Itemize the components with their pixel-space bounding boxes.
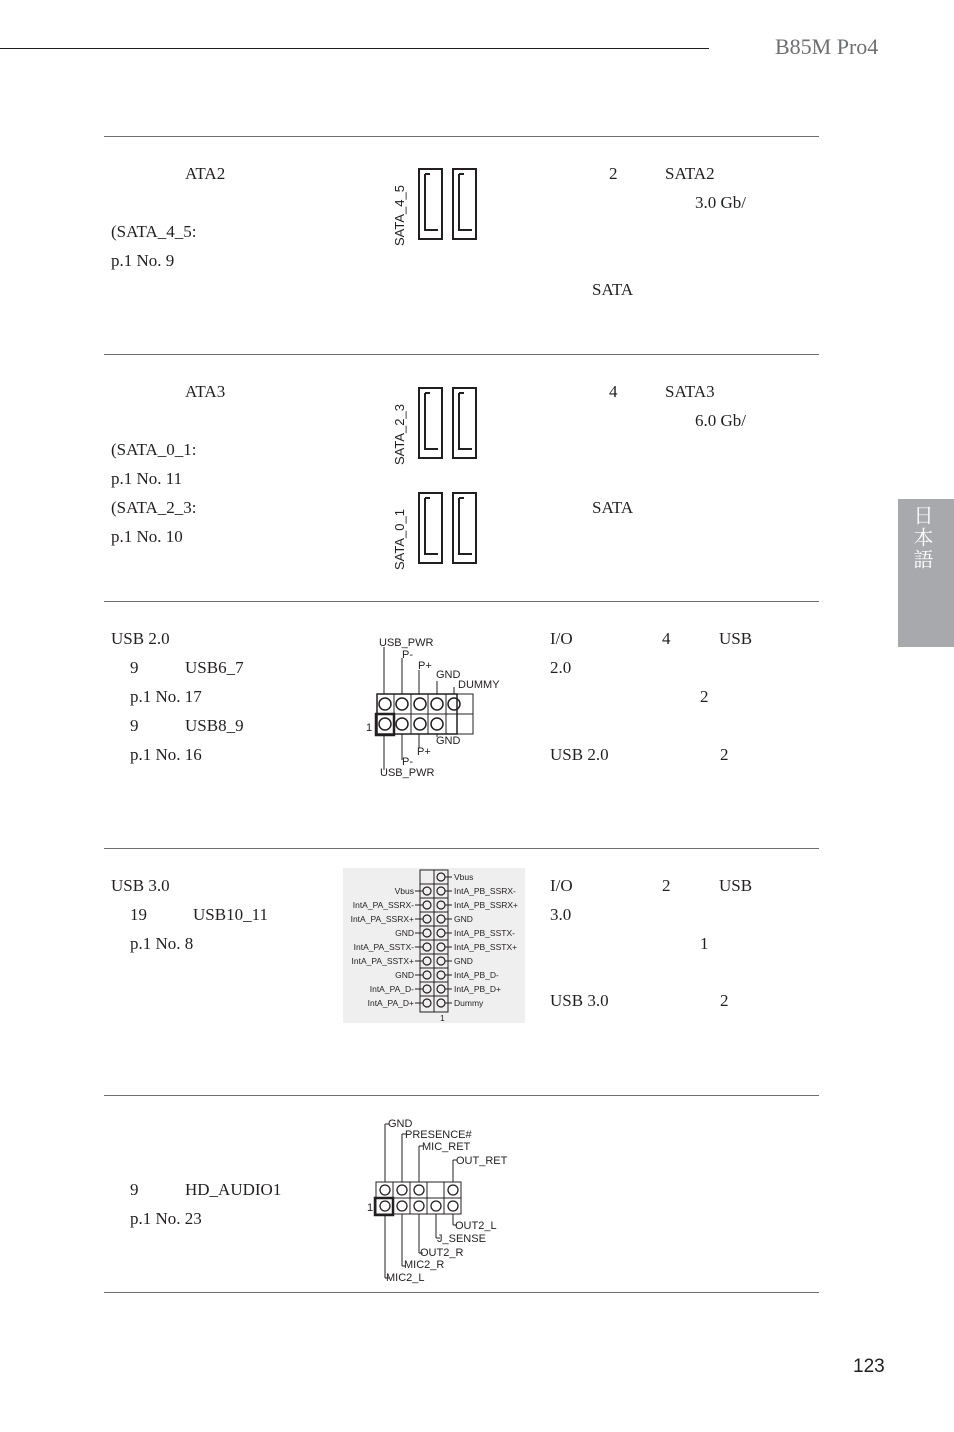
audio-gnd: GND xyxy=(388,1118,413,1130)
usb2-p-minus-top: P- xyxy=(402,649,413,661)
sata2-ref: (SATA_4_5: xyxy=(111,222,197,241)
usb3-usb-word: USB xyxy=(719,876,753,895)
audio-j-sense: J_SENSE xyxy=(437,1233,486,1245)
sata3-title: ATA3 xyxy=(185,382,226,401)
sata2-speed: 3.0 Gb/ xyxy=(695,193,746,212)
language-tab-label: 日本語 xyxy=(910,505,934,571)
usb3-left-label: IntA_PA_D- xyxy=(369,984,414,994)
sata3-note: SATA xyxy=(592,498,634,517)
audio-pin1: 1 xyxy=(367,1202,374,1214)
sata3-page-ref-2-3: p.1 No. 10 xyxy=(111,527,183,546)
usb3-left-label: IntA_PA_SSRX- xyxy=(352,900,414,910)
usb2-note-count: 2 xyxy=(720,745,729,764)
usb2-usb-pwr-bottom: USB_PWR xyxy=(380,767,435,779)
usb3-pin1: 1 xyxy=(440,1013,445,1023)
sata2-note: SATA xyxy=(592,280,634,299)
usb3-version: 3.0 xyxy=(550,905,572,924)
usb3-left-label: Vbus xyxy=(394,886,414,896)
usb3-right-label: GND xyxy=(454,956,473,966)
usb2-page-ref-a: p.1 No. 17 xyxy=(130,687,202,706)
usb2-usb-word: USB xyxy=(719,629,753,648)
usb2-title: USB 2.0 xyxy=(111,629,170,648)
usb3-right-label: IntA_PB_D- xyxy=(454,970,499,980)
usb3-left-label: GND xyxy=(395,928,414,938)
hd-audio-header-pinout-diagram xyxy=(362,1114,512,1286)
sata3-count: 4 xyxy=(609,382,618,401)
usb3-right-label: IntA_PB_SSTX- xyxy=(454,928,515,938)
usb3-header: USB10_11 xyxy=(193,905,268,924)
section-divider xyxy=(104,848,819,849)
usb2-p-plus-bottom: P+ xyxy=(417,746,431,758)
audio-out2-r: OUT2_R xyxy=(420,1247,464,1259)
audio-out2-l: OUT2_L xyxy=(455,1220,497,1232)
usb2-pin-count-a: 9 xyxy=(130,658,139,677)
sata2-type: SATA2 xyxy=(665,164,715,183)
usb2-page-ref-b: p.1 No. 16 xyxy=(130,745,202,764)
usb3-left-label: GND xyxy=(395,970,414,980)
usb3-left-label: IntA_PA_SSTX+ xyxy=(351,956,414,966)
usb3-title: USB 3.0 xyxy=(111,876,170,895)
audio-presence: PRESENCE# xyxy=(405,1129,472,1141)
usb2-header-count: 2 xyxy=(700,687,709,706)
sata2-count: 2 xyxy=(609,164,618,183)
usb3-port-count: 2 xyxy=(662,876,671,895)
sata-4-5-connector-diagram xyxy=(388,166,484,252)
model-title: B85M Pro4 xyxy=(775,34,879,59)
usb2-gnd-top: GND xyxy=(436,669,461,681)
usb2-note: USB 2.0 xyxy=(550,745,609,764)
usb3-right-label: IntA_PB_SSRX- xyxy=(454,886,516,896)
audio-header: HD_AUDIO1 xyxy=(185,1180,282,1199)
audio-pin-count: 9 xyxy=(130,1180,139,1199)
usb2-dummy: DUMMY xyxy=(458,679,500,691)
usb2-p-plus-top: P+ xyxy=(418,660,432,672)
usb3-page-ref: p.1 No. 8 xyxy=(130,934,194,953)
section-divider xyxy=(104,1292,819,1293)
sata3-speed: 6.0 Gb/ xyxy=(695,411,746,430)
sata-0-1-label: SATA_0_1 xyxy=(392,509,407,570)
audio-out-ret: OUT_RET xyxy=(456,1155,508,1167)
sata3-ref-2-3: (SATA_2_3: xyxy=(111,498,197,517)
usb2-header-b: USB8_9 xyxy=(185,716,244,735)
sata2-title: ATA2 xyxy=(185,164,226,183)
section-divider xyxy=(104,136,819,137)
usb3-note: USB 3.0 xyxy=(550,991,609,1010)
section-divider xyxy=(104,1095,819,1096)
usb3-left-label: IntA_PA_SSRX+ xyxy=(350,914,414,924)
header-rule xyxy=(0,48,709,49)
usb2-gnd-bottom: GND xyxy=(436,735,461,747)
usb3-right-label: GND xyxy=(454,914,473,924)
usb3-right-label: IntA_PB_SSTX+ xyxy=(454,942,518,952)
usb2-header-pinout-diagram xyxy=(362,630,512,782)
audio-page-ref: p.1 No. 23 xyxy=(130,1209,202,1228)
sata-0-1-connector-diagram xyxy=(388,490,484,576)
usb3-right-label: IntA_PB_D+ xyxy=(454,984,502,994)
usb3-right-label: Dummy xyxy=(454,998,484,1008)
usb2-p-minus-bottom: P- xyxy=(402,756,413,768)
section-divider xyxy=(104,354,819,355)
section-divider xyxy=(104,601,819,602)
usb2-io: I/O xyxy=(550,629,573,648)
usb3-header-pinout-diagram xyxy=(343,868,525,1023)
sata3-ref-0-1: (SATA_0_1: xyxy=(111,440,197,459)
sata-4-5-label: SATA_4_5 xyxy=(392,185,407,246)
usb3-left-label: IntA_PA_D+ xyxy=(367,998,414,1008)
usb3-right-label: Vbus xyxy=(454,872,474,882)
usb2-version: 2.0 xyxy=(550,658,572,677)
usb2-port-count: 4 xyxy=(662,629,671,648)
usb3-header-count: 1 xyxy=(700,934,709,953)
usb3-left-label: IntA_PA_SSTX- xyxy=(353,942,414,952)
sata-2-3-label: SATA_2_3 xyxy=(392,404,407,465)
usb2-pin1: 1 xyxy=(366,722,373,734)
usb2-header-a: USB6_7 xyxy=(185,658,244,677)
sata-2-3-connector-diagram xyxy=(388,385,484,471)
sata3-type: SATA3 xyxy=(665,382,715,401)
usb2-pin-count-b: 9 xyxy=(130,716,139,735)
usb3-io: I/O xyxy=(550,876,573,895)
usb3-pin-count: 19 xyxy=(130,905,147,924)
page-number: 123 xyxy=(853,1356,885,1377)
audio-mic2-l: MIC2_L xyxy=(386,1272,425,1284)
usb2-usb-pwr-top: USB_PWR xyxy=(379,637,434,649)
audio-mic-ret: MIC_RET xyxy=(422,1141,471,1153)
usb3-note-count: 2 xyxy=(720,991,729,1010)
sata2-page-ref: p.1 No. 9 xyxy=(111,251,175,270)
audio-mic2-r: MIC2_R xyxy=(404,1259,445,1271)
usb3-right-label: IntA_PB_SSRX+ xyxy=(454,900,519,910)
sata3-page-ref-0-1: p.1 No. 11 xyxy=(111,469,183,488)
